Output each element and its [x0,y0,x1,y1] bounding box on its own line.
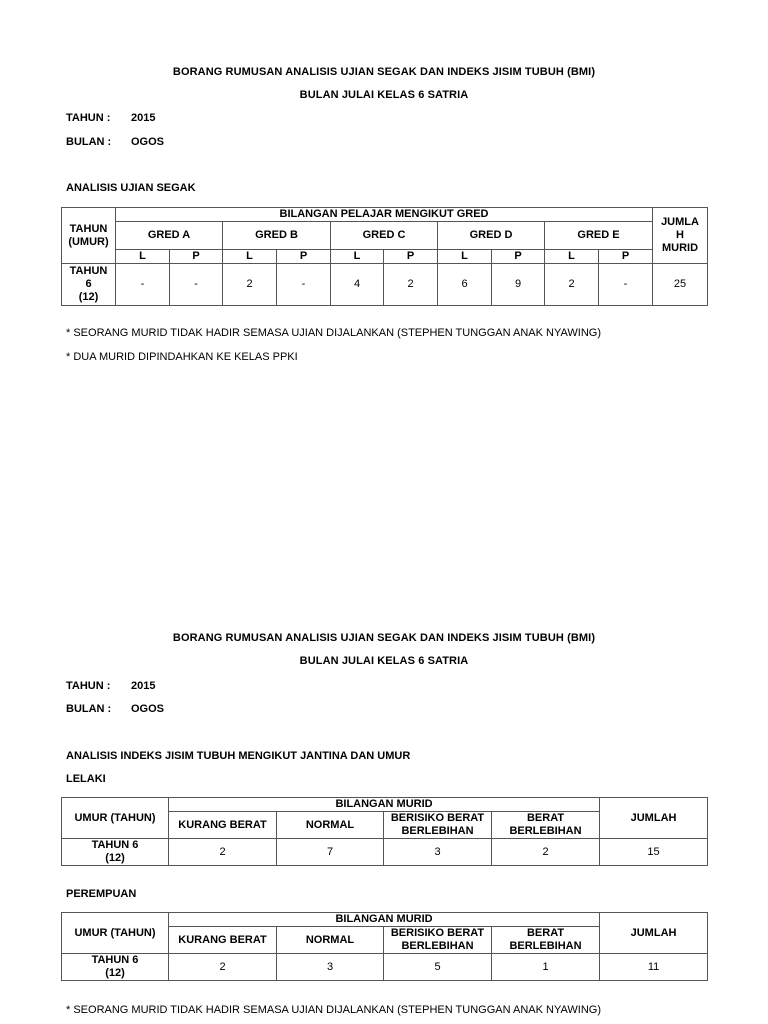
sub-p: P [492,250,545,264]
bulan-key: BULAN : [66,703,112,715]
sub-l: L [438,250,492,264]
col-normal: NORMAL [277,812,384,839]
sub-l: L [116,250,170,264]
cell-jumlah: 15 [600,839,708,866]
cell-normal: 3 [277,954,384,981]
cell-berisiko: 5 [384,954,492,981]
col-jumlah: JUMLAH [600,913,708,954]
sub-l: L [331,250,384,264]
form2-title: BORANG RUMUSAN ANALISIS UJIAN SEGAK DAN INDEKS JISIM TUBUH (BMI) [172,632,596,644]
sub-p: P [599,250,653,264]
col-umur: UMUR (TAHUN) [62,798,169,839]
segak-table [61,207,708,306]
cell-a-l: - [116,264,170,306]
cell-kurang: 2 [169,954,277,981]
form1-title: BORANG RUMUSAN ANALISIS UJIAN SEGAK DAN INDEKS JISIM TUBUH (BMI) [172,66,596,78]
bulan-value: OGOS [131,136,165,148]
cell-d-l: 6 [438,264,492,306]
cell-jumlah: 11 [600,954,708,981]
col-jumlah: JUMLAH [600,798,708,839]
tahun-key: TAHUN : [66,680,111,692]
col-group-bilangan: BILANGAN MURID [169,913,600,927]
sub-p: P [170,250,223,264]
bulan-value: OGOS [131,703,165,715]
form1-section-label: ANALISIS UJIAN SEGAK [66,182,196,194]
cell-berat: 1 [492,954,600,981]
table-row [62,264,708,306]
cell-e-p: - [599,264,653,306]
sub-p: P [277,250,331,264]
bmi-lelaki-table [61,797,708,866]
table-row [62,839,708,866]
col-group-header: BILANGAN PELAJAR MENGIKUT GRED [116,208,653,222]
lelaki-label: LELAKI [66,773,106,785]
form1-bulan [66,136,164,148]
col-berat-berlebihan: BERAT BERLEBIHAN [492,927,600,954]
sub-p: P [384,250,438,264]
col-berat-berlebihan: BERAT BERLEBIHAN [492,812,600,839]
col-group-bilangan: BILANGAN MURID [169,798,600,812]
form2-tahun [66,680,155,692]
cell-e-l: 2 [545,264,599,306]
cell-b-p: - [277,264,331,306]
col-normal: NORMAL [277,927,384,954]
form1-tahun [66,112,155,124]
form2-section-label: ANALISIS INDEKS JISIM TUBUH MENGIKUT JANTINA DAN UMUR [66,750,411,762]
tahun-value: 2015 [131,112,156,124]
cell-berat: 2 [492,839,600,866]
sub-l: L [545,250,599,264]
form2-bulan [66,703,164,715]
form1-note-transfer: * DUA MURID DIPINDAHKAN KE KELAS PPKI [66,351,298,363]
cell-a-p: - [170,264,223,306]
form2-note-absent: * SEORANG MURID TIDAK HADIR SEMASA UJIAN DIJALANKAN (STEPHEN TUNGGAN ANAK NYAWING) [66,1004,602,1016]
cell-c-l: 4 [331,264,384,306]
row-label: TAHUN 6 (12) [62,839,169,866]
form1-note-absent: * SEORANG MURID TIDAK HADIR SEMASA UJIAN DIJALANKAN (STEPHEN TUNGGAN ANAK NYAWING) [66,327,602,339]
col-jumlah-murid: JUMLA H MURID [653,208,708,264]
cell-normal: 7 [277,839,384,866]
row-label: TAHUN 6 (12) [62,954,169,981]
cell-b-l: 2 [223,264,277,306]
cell-kurang: 2 [169,839,277,866]
tahun-value: 2015 [131,680,156,692]
sub-l: L [223,250,277,264]
cell-berisiko: 3 [384,839,492,866]
col-kurang-berat: KURANG BERAT [169,927,277,954]
col-berisiko: BERISIKO BERAT BERLEBIHAN [384,927,492,954]
cell-d-p: 9 [492,264,545,306]
table-row [62,954,708,981]
col-kurang-berat: KURANG BERAT [169,812,277,839]
grade-c-header: GRED C [331,222,438,250]
grade-d-header: GRED D [438,222,545,250]
tahun-key: TAHUN : [66,112,111,124]
bmi-perempuan-table [61,912,708,981]
form1-subtitle: BULAN JULAI KELAS 6 SATRIA [299,89,469,101]
col-berisiko: BERISIKO BERAT BERLEBIHAN [384,812,492,839]
row-label: TAHUN 6 (12) [62,264,116,306]
cell-total: 25 [653,264,708,306]
col-tahun-umur: TAHUN (UMUR) [62,208,116,264]
grade-e-header: GRED E [545,222,653,250]
grade-a-header: GRED A [116,222,223,250]
perempuan-label: PEREMPUAN [66,888,137,900]
grade-b-header: GRED B [223,222,331,250]
form2-subtitle: BULAN JULAI KELAS 6 SATRIA [299,655,469,667]
col-umur: UMUR (TAHUN) [62,913,169,954]
bulan-key: BULAN : [66,136,112,148]
cell-c-p: 2 [384,264,438,306]
